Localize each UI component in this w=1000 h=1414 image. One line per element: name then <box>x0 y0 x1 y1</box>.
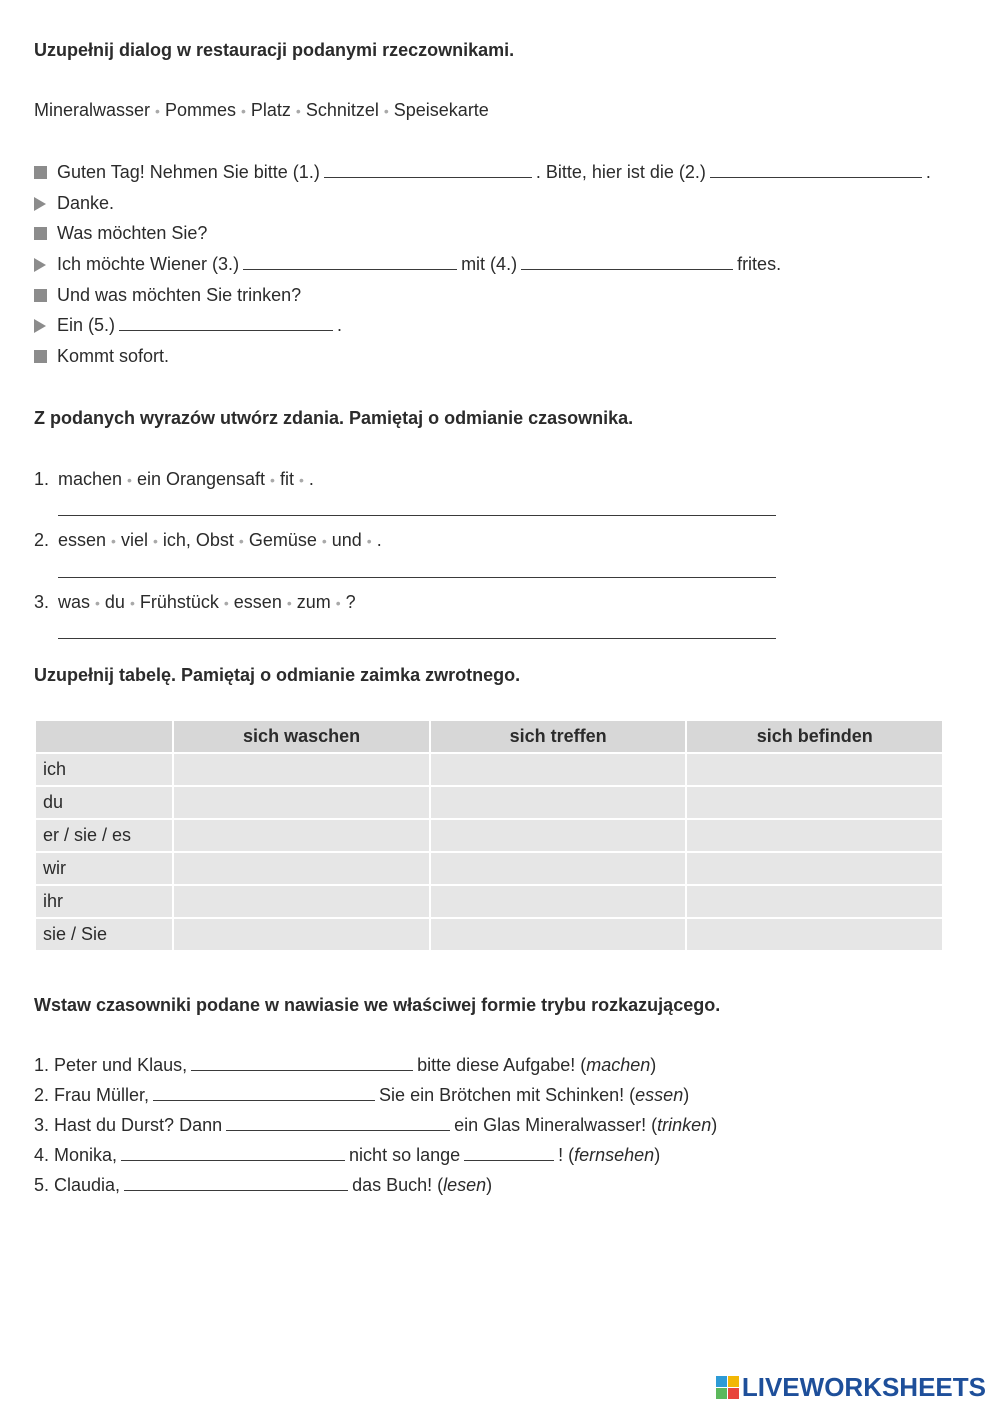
row-pronoun: er / sie / es <box>35 819 173 852</box>
dialog-line <box>34 223 207 244</box>
answer-cell[interactable] <box>430 819 687 852</box>
imperative-text: ! ( <box>558 1145 575 1165</box>
bullet-dot-icon: • <box>129 595 135 611</box>
imperative-text: ein Glas Mineralwasser! ( <box>454 1115 658 1135</box>
table-row <box>35 753 943 786</box>
bullet-dot-icon: • <box>321 533 327 549</box>
dialog-text: frites. <box>737 254 782 274</box>
row-pronoun: ihr <box>35 885 173 918</box>
answer-cell[interactable] <box>686 786 943 819</box>
scramble-item-1 <box>34 469 314 490</box>
imperative-item-3 <box>34 1115 717 1136</box>
answer-cell[interactable] <box>173 786 430 819</box>
scramble-word: du <box>104 592 125 612</box>
bullet-dot-icon: • <box>238 533 244 549</box>
answer-cell[interactable] <box>430 918 687 951</box>
scramble-word: . <box>376 530 382 550</box>
answer-cell[interactable] <box>173 753 430 786</box>
logo-square-icon <box>716 1376 727 1387</box>
imperative-text: ) <box>683 1085 690 1105</box>
dialog-text: Kommt sofort. <box>57 346 170 366</box>
imperative-blank-3[interactable] <box>226 1116 450 1131</box>
square-marker-icon <box>34 166 47 179</box>
bullet-dot-icon: • <box>270 472 275 488</box>
dialog-text: . <box>925 162 931 182</box>
dialog-line <box>34 285 301 306</box>
liveworksheets-mark-icon <box>716 1376 739 1399</box>
verb-hint: trinken <box>657 1115 712 1135</box>
imperative-text: Sie ein Brötchen mit Schinken! ( <box>379 1085 636 1105</box>
bullet-dot-icon: • <box>383 103 389 119</box>
answer-blank-5[interactable] <box>119 316 333 331</box>
table-row <box>35 786 943 819</box>
bullet-dot-icon: • <box>366 533 372 549</box>
bullet-dot-icon: • <box>298 472 304 488</box>
table-row <box>35 819 943 852</box>
imperative-item-4 <box>34 1145 660 1166</box>
imperative-text: 4. Monika, <box>34 1145 118 1165</box>
scramble-word: machen <box>58 469 123 489</box>
scramble-item-2 <box>34 530 382 551</box>
row-pronoun: sie / Sie <box>35 918 173 951</box>
bullet-dot-icon: • <box>152 533 158 549</box>
word-bank-item: Schnitzel <box>305 100 379 120</box>
bullet-dot-icon: • <box>335 595 341 611</box>
answer-cell[interactable] <box>686 852 943 885</box>
triangle-marker-icon <box>34 319 46 333</box>
scramble-word: ein Orangensaft <box>136 469 266 489</box>
word-bank-item: Pommes <box>164 100 236 120</box>
answer-cell[interactable] <box>430 753 687 786</box>
scramble-word: viel <box>120 530 148 550</box>
item-number: 3. <box>34 592 50 612</box>
square-marker-icon <box>34 289 47 302</box>
dialog-line <box>34 346 169 367</box>
imperative-blank-1[interactable] <box>191 1056 413 1071</box>
scramble-item-3 <box>34 592 356 613</box>
imperative-blank-4a[interactable] <box>121 1146 345 1161</box>
dialog-text: mit (4.) <box>461 254 518 274</box>
imperative-text: das Buch! ( <box>352 1175 444 1195</box>
answer-cell[interactable] <box>173 852 430 885</box>
answer-cell[interactable] <box>686 819 943 852</box>
table-column-header: sich befinden <box>686 720 943 753</box>
item-number: 1. <box>34 469 50 489</box>
dialog-text: Guten Tag! Nehmen Sie bitte (1.) <box>57 162 320 182</box>
scramble-word: . <box>308 469 314 489</box>
imperative-text: 5. Claudia, <box>34 1175 121 1195</box>
bullet-dot-icon: • <box>286 595 292 611</box>
logo-square-icon <box>728 1376 739 1387</box>
imperative-blank-4b[interactable] <box>464 1146 554 1161</box>
table-row <box>35 852 943 885</box>
answer-cell[interactable] <box>686 885 943 918</box>
answer-cell[interactable] <box>686 918 943 951</box>
dialog-line <box>34 162 931 183</box>
section1-title: Uzupełnij dialog w restauracji podanymi rzeczownikami. <box>34 40 515 60</box>
dialog-line <box>34 315 342 336</box>
imperative-item-5 <box>34 1175 492 1196</box>
dialog-text: Ein (5.) <box>57 315 116 335</box>
logo-square-icon <box>728 1388 739 1399</box>
dialog-line <box>34 254 781 275</box>
imperative-text: ) <box>711 1115 718 1135</box>
answer-blank-1[interactable] <box>324 163 532 178</box>
triangle-marker-icon <box>34 197 46 211</box>
word-bank-item: Mineralwasser <box>34 100 151 120</box>
dialog-text: Danke. <box>57 193 115 213</box>
word-bank-item: Speisekarte <box>393 100 489 120</box>
dialog-text: Was möchten Sie? <box>57 223 208 243</box>
bullet-dot-icon: • <box>240 103 246 119</box>
dialog-text: . <box>337 315 343 335</box>
scramble-word: Frühstück <box>139 592 219 612</box>
scramble-word: ich, Obst <box>162 530 234 550</box>
table-column-header: sich treffen <box>430 720 687 753</box>
answer-cell[interactable] <box>686 753 943 786</box>
row-pronoun: du <box>35 786 173 819</box>
answer-blank-3[interactable] <box>243 255 457 270</box>
verb-hint: lesen <box>443 1175 487 1195</box>
item-number: 2. <box>34 530 50 550</box>
answer-cell[interactable] <box>173 819 430 852</box>
scramble-word: was <box>58 592 91 612</box>
dialog-line <box>34 193 114 214</box>
dialog-text: . Bitte, hier ist die (2.) <box>535 162 706 182</box>
bullet-dot-icon: • <box>295 103 301 119</box>
table-corner-cell <box>35 720 173 753</box>
brand-name: LIVEWORKSHEETS <box>741 1372 986 1402</box>
section3-title: Uzupełnij tabelę. Pamiętaj o odmianie zaimka zwrotnego. <box>34 665 521 685</box>
bullet-dot-icon: • <box>127 472 132 488</box>
imperative-item-2 <box>34 1085 689 1106</box>
scramble-word: und <box>331 530 362 550</box>
scramble-word: Gemüse <box>248 530 317 550</box>
row-pronoun: wir <box>35 852 173 885</box>
answer-cell[interactable] <box>173 918 430 951</box>
table-row <box>35 918 943 951</box>
square-marker-icon <box>34 350 47 363</box>
imperative-text: ) <box>650 1055 657 1075</box>
answer-cell[interactable] <box>430 852 687 885</box>
bullet-dot-icon: • <box>223 595 229 611</box>
imperative-text: ) <box>486 1175 493 1195</box>
triangle-marker-icon <box>34 258 46 272</box>
section4-title: Wstaw czasowniki podane w nawiasie we właściwej formie trybu rozkazującego. <box>34 995 721 1015</box>
sentence-answer-line-1[interactable] <box>58 515 776 516</box>
bullet-dot-icon: • <box>95 595 100 611</box>
answer-cell[interactable] <box>173 885 430 918</box>
scramble-word: ? <box>345 592 356 612</box>
verb-hint: fernsehen <box>574 1145 655 1165</box>
scramble-word: zum <box>296 592 331 612</box>
imperative-text: nicht so lange <box>349 1145 461 1165</box>
answer-cell[interactable] <box>430 885 687 918</box>
conjugation-table <box>34 719 944 952</box>
verb-hint: machen <box>586 1055 651 1075</box>
table-column-header: sich waschen <box>173 720 430 753</box>
imperative-blank-5[interactable] <box>124 1176 348 1191</box>
imperative-text: 2. Frau Müller, <box>34 1085 150 1105</box>
section2-title: Z podanych wyrazów utwórz zdania. Pamiętaj o odmianie czasownika. <box>34 408 634 428</box>
imperative-text: ) <box>654 1145 661 1165</box>
scramble-word: essen <box>233 592 282 612</box>
row-pronoun: ich <box>35 753 173 786</box>
imperative-blank-2[interactable] <box>153 1086 375 1101</box>
bullet-dot-icon: • <box>111 533 116 549</box>
table-row <box>35 885 943 918</box>
scramble-word: fit <box>279 469 294 489</box>
liveworksheets-logo[interactable] <box>716 1372 986 1403</box>
scramble-word: essen <box>58 530 107 550</box>
sentence-answer-line-2[interactable] <box>58 577 776 578</box>
imperative-text: bitte diese Aufgabe! ( <box>417 1055 587 1075</box>
sentence-answer-line-3[interactable] <box>58 638 776 639</box>
imperative-item-1 <box>34 1055 656 1076</box>
imperative-text: 3. Hast du Durst? Dann <box>34 1115 223 1135</box>
bullet-dot-icon: • <box>155 103 160 119</box>
answer-blank-2[interactable] <box>710 163 922 178</box>
square-marker-icon <box>34 227 47 240</box>
logo-square-icon <box>716 1388 727 1399</box>
answer-cell[interactable] <box>430 786 687 819</box>
word-bank-item: Platz <box>250 100 291 120</box>
imperative-text: 1. Peter und Klaus, <box>34 1055 188 1075</box>
word-bank <box>34 100 489 121</box>
answer-blank-4[interactable] <box>521 255 733 270</box>
verb-hint: essen <box>635 1085 684 1105</box>
dialog-text: Und was möchten Sie trinken? <box>57 285 302 305</box>
dialog-text: Ich möchte Wiener (3.) <box>57 254 240 274</box>
